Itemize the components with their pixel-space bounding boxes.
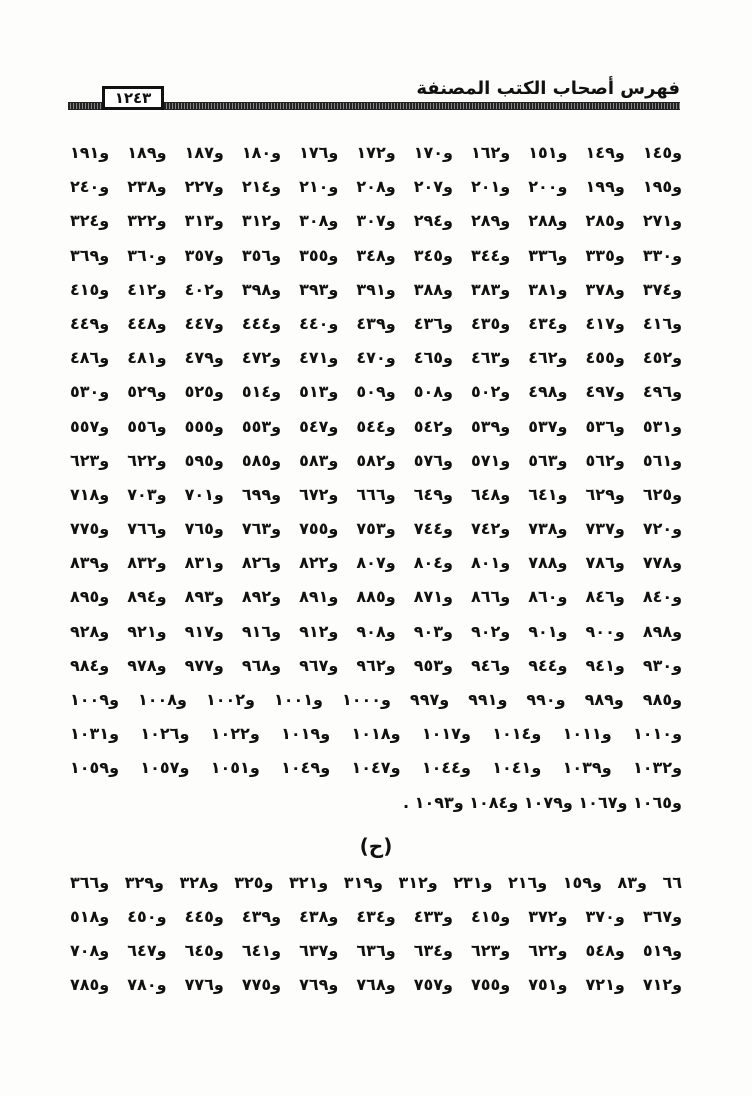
index-line: ٦٦ و٨٣ و١٥٩ و٢١٦ و٢٣١ و٣١٢ و٣١٩ و٣٢١ و٣٢٥ و٣٢٨ و٣٢٩ و٣٦٦ bbox=[70, 872, 682, 892]
index-line: و١٩٥ و١٩٩ و٢٠٠ و٢٠١ و٢٠٧ و٢٠٨ و٢١٠ و٢١٤ و٢٢٧ و٢٣٨ و٢٤٠ bbox=[70, 177, 682, 197]
index-line: و٨٩٨ و٩٠٠ و٩٠١ و٩٠٢ و٩٠٣ و٩٠٨ و٩١٢ و٩١٦ و٩١٧ و٩٢١ و٩٢٨ bbox=[70, 621, 682, 641]
letter-heading: (ح) bbox=[359, 833, 393, 858]
index-line: و٣٧٤ و٣٧٨ و٣٨١ و٣٨٣ و٣٨٨ و٣٩١ و٣٩٣ و٣٩٨ و٤٠٢ و٤١٢ و٤١٥ bbox=[70, 279, 682, 299]
index-line: و١٠٣٢ و١٠٣٩ و١٠٤١ و١٠٤٤ و١٠٤٧ و١٠٤٩ و١٠٥١ و١٠٥٧ و١٠٥٩ bbox=[70, 758, 682, 778]
index-line: و٤٥٢ و٤٥٥ و٤٦٢ و٤٦٣ و٤٦٥ و٤٧٠ و٤٧١ و٤٧٢ و٤٧٩ و٤٨١ و٤٨٦ bbox=[70, 348, 682, 368]
index-line: و٦٢٥ و٦٢٩ و٦٤١ و٦٤٨ و٦٤٩ و٦٦٦ و٦٧٢ و٦٩٩ و٧٠١ و٧٠٣ و٧١٨ bbox=[70, 484, 682, 504]
page-number: ١٢٤٣ bbox=[102, 86, 164, 110]
index-line: و٩٨٥ و٩٨٩ و٩٩٠ و٩٩١ و٩٩٧ و١٠٠٠ و١٠٠١ و١٠٠٢ و١٠٠٨ و١٠٠٩ bbox=[70, 690, 682, 709]
index-line: و٥١٩ و٥٤٨ و٦٢٢ و٦٢٣ و٦٣٤ و٦٣٦ و٦٣٧ و٦٤١ و٦٤٥ و٦٤٧ و٧٠٨ bbox=[70, 941, 682, 961]
index-line: و٥٦١ و٥٦٢ و٥٦٣ و٥٧١ و٥٧٦ و٥٨٢ و٥٨٣ و٥٨٥ و٥٩٥ و٦٢٢ و٦٢٣ bbox=[70, 450, 682, 470]
index-line: و١٤٥ و١٤٩ و١٥١ و١٦٢ و١٧٠ و١٧٢ و١٧٦ و١٨٠ و١٨٧ و١٨٩ و١٩١ bbox=[70, 143, 682, 162]
index-line-final: و١٠٦٥ و١٠٦٧ و١٠٧٩ و١٠٨٤ و١٠٩٣ . bbox=[403, 792, 682, 812]
index-line: و٣٣٠ و٣٣٥ و٣٣٦ و٣٤٤ و٣٤٥ و٣٤٨ و٣٥٥ و٣٥٦ و٣٥٧ و٣٦٠ و٣٦٩ bbox=[70, 245, 682, 265]
index-line: و٤٩٦ و٤٩٧ و٤٩٨ و٥٠٢ و٥٠٨ و٥٠٩ و٥١٣ و٥١٤ و٥٢٥ و٥٢٩ و٥٣٠ bbox=[70, 382, 682, 402]
index-body bbox=[70, 136, 682, 1003]
index-line: و٧٧٨ و٧٨٦ و٧٨٨ و٨٠١ و٨٠٤ و٨٠٧ و٨٢٢ و٨٢٦ و٨٣١ و٨٣٢ و٨٣٩ bbox=[70, 553, 682, 573]
index-line: و٥٣١ و٥٣٦ و٥٣٧ و٥٣٩ و٥٤٢ و٥٤٤ و٥٤٧ و٥٥٣ و٥٥٥ و٥٥٦ و٥٥٧ bbox=[70, 416, 682, 436]
index-line: و٩٣٠ و٩٤١ و٩٤٤ و٩٤٦ و٩٥٣ و٩٦٢ و٩٦٧ و٩٦٨ و٩٧٧ و٩٧٨ و٩٨٤ bbox=[70, 655, 682, 675]
section-continued bbox=[70, 136, 682, 820]
index-line: و١٠١٠ و١٠١١ و١٠١٤ و١٠١٧ و١٠١٨ و١٠١٩ و١٠٢٢ و١٠٢٦ و١٠٣١ bbox=[70, 724, 682, 744]
header-title: فهرس أصحاب الكتب المصنفة bbox=[416, 78, 680, 99]
index-line: و٤١٦ و٤١٧ و٤٣٤ و٤٣٥ و٤٣٦ و٤٣٩ و٤٤٠ و٤٤٤ و٤٤٧ و٤٤٨ و٤٤٩ bbox=[70, 313, 682, 333]
section-letter-ha bbox=[70, 866, 682, 1003]
index-line: و٣٦٧ و٣٧٠ و٣٧٢ و٤١٥ و٤٣٣ و٤٣٤ و٤٣٨ و٤٣٩ و٤٤٥ و٤٥٠ و٥١٨ bbox=[70, 906, 682, 926]
index-line: و٨٤٠ و٨٤٦ و٨٦٠ و٨٦٦ و٨٧١ و٨٨٥ و٨٩١ و٨٩٢ و٨٩٣ و٨٩٤ و٨٩٥ bbox=[70, 587, 682, 607]
index-line: و٧٢٠ و٧٣٧ و٧٣٨ و٧٤٢ و٧٤٤ و٧٥٣ و٧٥٥ و٧٦٣ و٧٦٥ و٧٦٦ و٧٧٥ bbox=[70, 519, 682, 539]
page-header bbox=[68, 72, 680, 116]
index-line: و٢٧١ و٢٨٥ و٢٨٨ و٢٨٩ و٢٩٤ و٣٠٧ و٣٠٨ و٣١٢ و٣١٣ و٣٢٢ و٣٢٤ bbox=[70, 211, 682, 231]
index-line: و٧١٢ و٧٢١ و٧٥١ و٧٥٥ و٧٥٧ و٧٦٨ و٧٦٩ و٧٧٥ و٧٧٦ و٧٨٠ و٧٨٥ bbox=[70, 975, 682, 995]
